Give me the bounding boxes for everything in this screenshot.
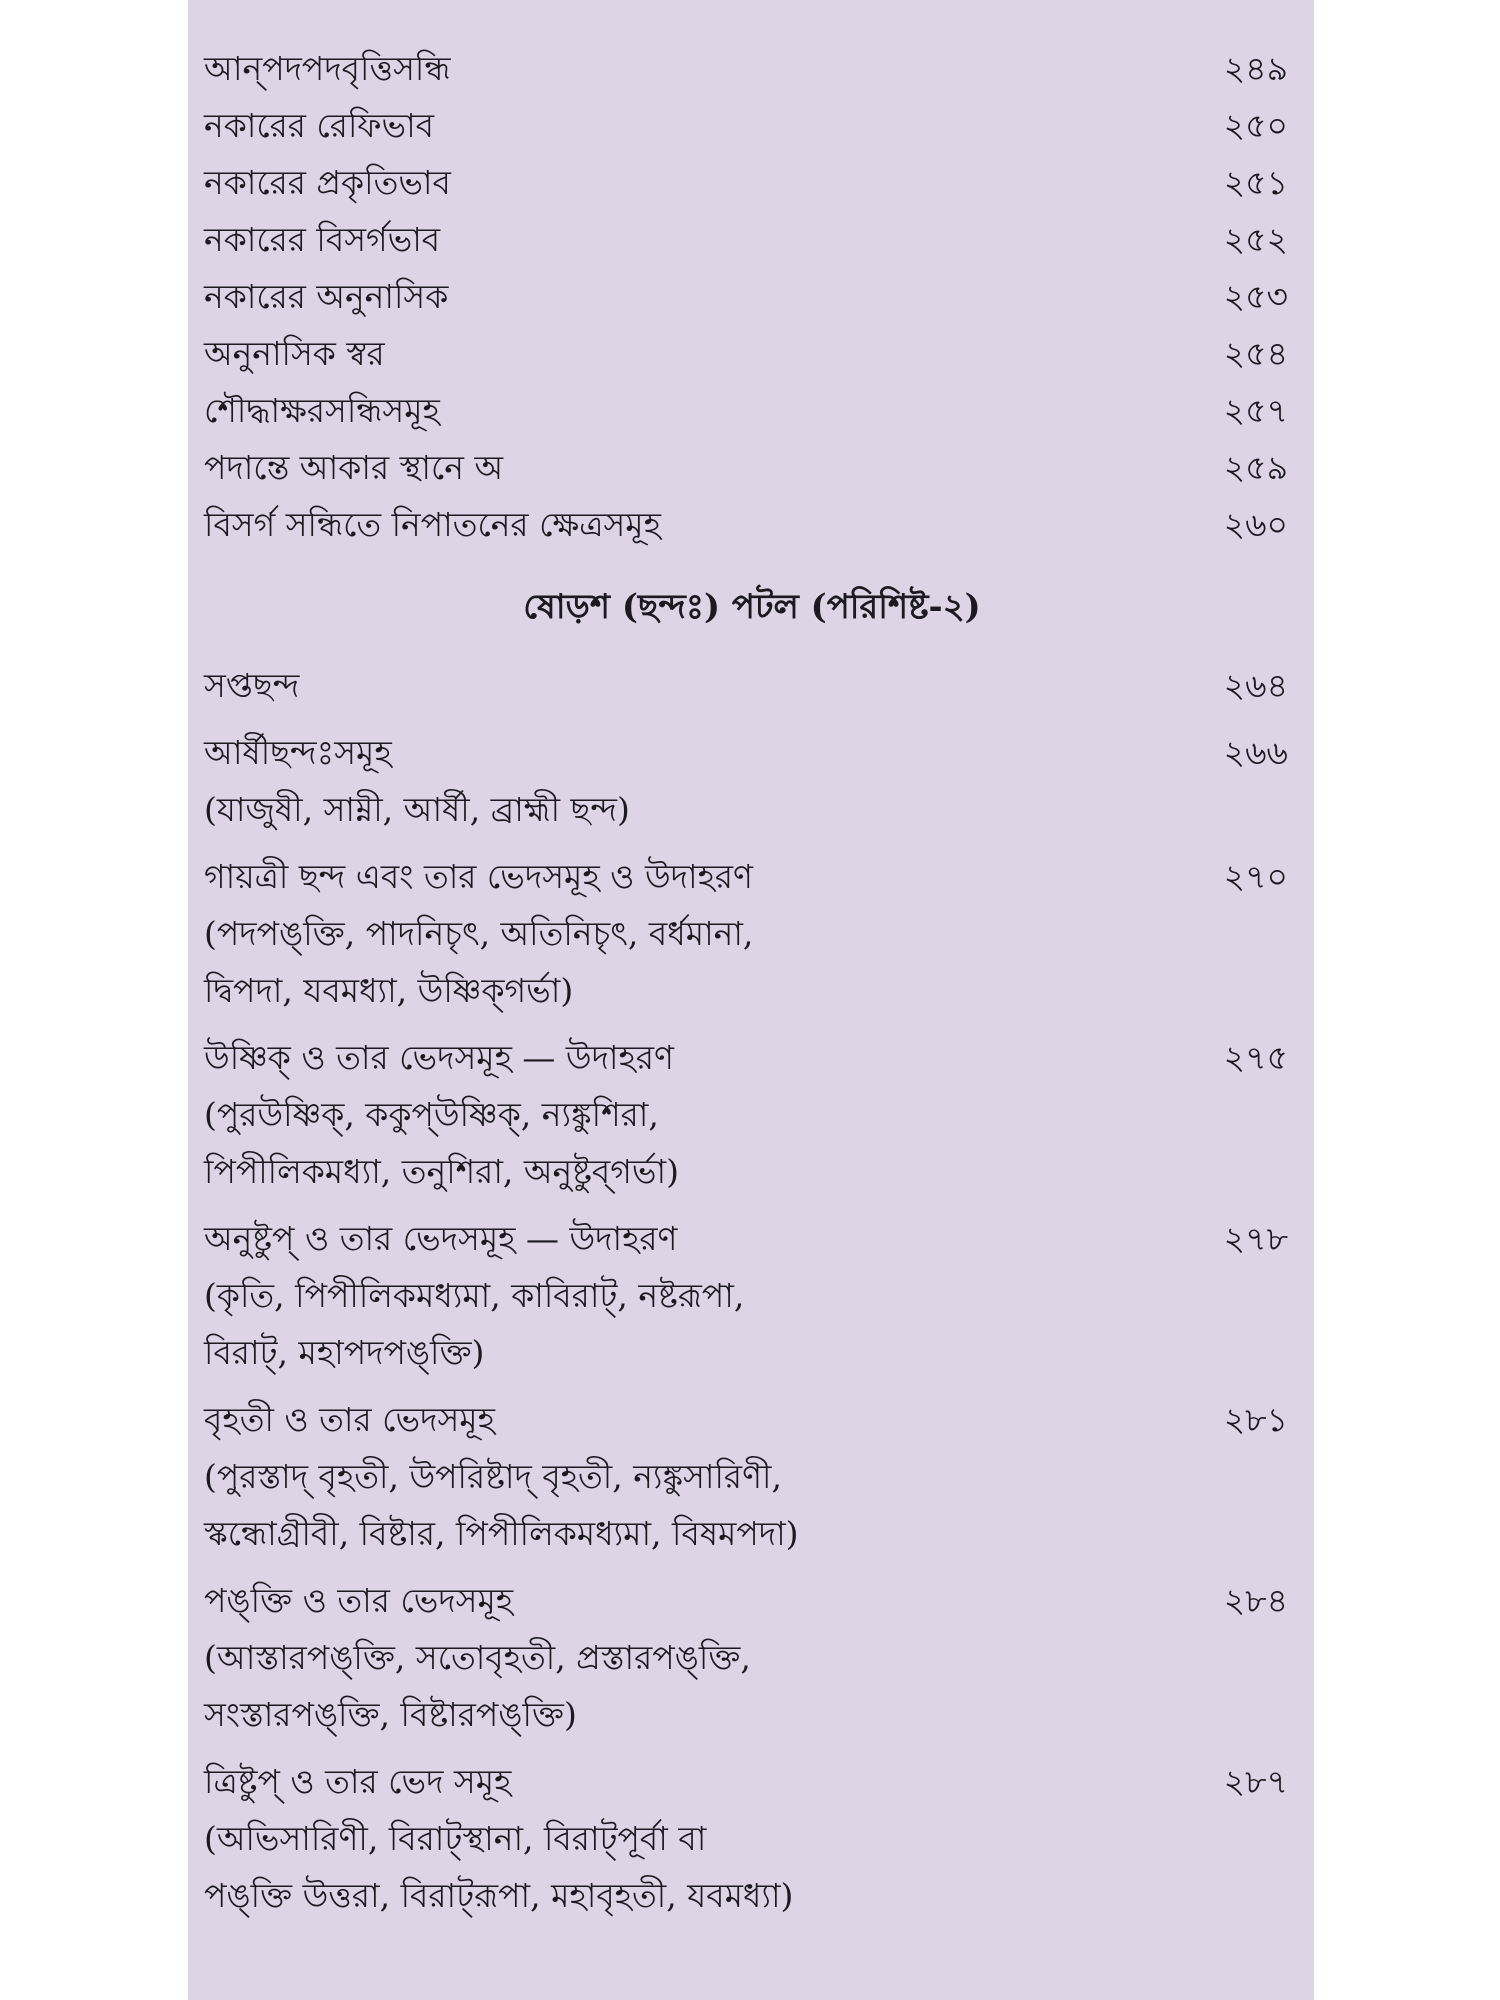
toc-entry-title: আন্‌পদপদবৃত্তিসন্ধি [204,49,451,88]
toc-entry-row [204,1210,1300,1267]
toc-entry-row [204,97,1300,154]
toc-entry-page-number: ২৮১ [1223,1400,1288,1439]
toc-entry-title: নকারের অনুনাসিক [204,277,449,316]
toc-entry-row [204,1029,1300,1086]
section-heading: ষোড়শ (ছন্দঃ) পটল (পরিশিষ্ট-২) [523,587,981,627]
toc-entry-subtopics: পিপীলিকমধ্যা, তনুশিরা, অনুষ্টুব্‌গর্ভা) [204,1152,679,1191]
toc-entry-page-number: ২৬০ [1223,505,1288,544]
toc-part2 [204,657,1300,1924]
toc-part1 [204,40,1300,553]
toc-entry-row [204,154,1300,211]
toc-entry [204,1210,1300,1381]
toc-entry-page-number: ২৬৬ [1223,733,1288,772]
toc-entry-subtopics: সংস্তারপঙ্‌ক্তি, বিষ্টারপঙ্‌ক্তি) [204,1695,577,1734]
toc-entry [204,1572,1300,1743]
toc-entry-title: অনুনাসিক স্বর [204,334,385,373]
toc-entry-title: গায়ত্রী ছন্দ এবং তার ভেদসমূহ ও উদাহরণ [204,857,754,896]
toc-entry-subtopics: পঙ্‌ক্তি উত্তরা, বিরাট্‌রূপা, মহাবৃহতী, যবমধ্যা) [204,1876,794,1915]
toc-entry-title: অনুষ্টুপ্‌ ও তার ভেদসমূহ — উদাহরণ [204,1219,678,1258]
toc-entry-row [204,268,1300,325]
toc-entry-title: নকারের প্রকৃতিভাব [204,163,451,202]
toc-entry-subtopics: (পদপঙ্‌ক্তি, পাদনিচৃৎ, অতিনিচৃৎ, বর্ধমানা, [204,914,754,953]
toc-entry-title: নকারের রেফিভাব [204,106,435,145]
toc-entry-subtopics: বিরাট্‌, মহাপদপঙ্‌ক্তি) [204,1333,485,1372]
toc-entry-page-number: ২৫৯ [1223,448,1288,487]
toc-entry-subtopics: (কৃতি, পিপীলিকমধ্যমা, কাবিরাট্‌, নষ্টরূপা, [204,1276,745,1315]
toc-entry-title: বিসর্গ সন্ধিতে নিপাতনের ক্ষেত্রসমূহ [204,505,661,544]
toc-entry [204,1391,1300,1562]
toc-entry-title: আর্ষীছন্দঃসমূহ [204,733,392,772]
toc-entry-title: ত্রিষ্টুপ্‌ ও তার ভেদ সমূহ [204,1762,512,1801]
toc-entry-page-number: ২৫৩ [1223,277,1288,316]
toc-entry-row [204,724,1300,781]
toc-entry-title: সপ্তছন্দ [204,666,300,705]
toc-entry-subtopics: (পুরস্তাদ্‌ বৃহতী, উপরিষ্টাদ্‌ বৃহতী, ন্যঙ্কুসারিণী, [204,1457,782,1496]
toc-entry-page-number: ২৭৮ [1223,1219,1288,1258]
toc-entry-title: পঙ্‌ক্তি ও তার ভেদসমূহ [204,1581,514,1620]
table-of-contents [204,40,1300,1934]
toc-entry-row [204,1391,1300,1448]
toc-entry-subtopics: (পুরউষ্ণিক্‌, ককুপ্‌উষ্ণিক্‌, ন্যঙ্কুশিরা, [204,1095,659,1134]
toc-entry-row [204,657,1300,714]
toc-entry-page-number: ২৭০ [1223,857,1288,896]
toc-entry-title: উষ্ণিক্‌ ও তার ভেদসমূহ — উদাহরণ [204,1038,674,1077]
toc-entry-row [204,40,1300,97]
toc-entry-subtopics: দ্বিপদা, যবমধ্যা, উষ্ণিক্‌গর্ভা) [204,971,574,1010]
toc-entry-page-number: ২৪৯ [1223,49,1288,88]
toc-entry-subtopics: (আস্তারপঙ্‌ক্তি, সতোবৃহতী, প্রস্তারপঙ্‌ক্তি, [204,1638,751,1677]
toc-entry-row [204,848,1300,905]
toc-entry [204,848,1300,1019]
toc-entry-title: পদান্তে আকার স্থানে অ [204,448,504,487]
toc-entry-page-number: ২৬৪ [1223,666,1288,705]
toc-entry-page-number: ২৭৫ [1223,1038,1288,1077]
toc-entry-title: বৃহতী ও তার ভেদসমূহ [204,1400,495,1439]
toc-entry-page-number: ২৮৭ [1223,1762,1288,1801]
toc-entry-page-number: ২৫১ [1223,163,1288,202]
toc-entry-subtopics: (যাজুষী, সাম্নী, আর্ষী, ব্রাহ্মী ছন্দ) [204,790,630,829]
toc-entry-row [204,1572,1300,1629]
toc-entry-title: শৌদ্ধাক্ষরসন্ধিসমূহ [204,391,440,430]
toc-entry-row [204,325,1300,382]
toc-entry-row [204,1753,1300,1810]
toc-entry-page-number: ২৫৭ [1223,391,1288,430]
toc-entry-page-number: ২৫০ [1223,106,1288,145]
toc-entry-row [204,211,1300,268]
toc-entry-page-number: ২৫৪ [1223,334,1288,373]
toc-entry-row [204,382,1300,439]
toc-entry-page-number: ২৮৪ [1223,1581,1288,1620]
toc-entry-row [204,496,1300,553]
toc-entry-subtopics: (অভিসারিণী, বিরাট্‌স্থানা, বিরাট্‌পূর্বা বা [204,1819,707,1858]
toc-entry-title: নকারের বিসর্গভাব [204,220,441,259]
toc-entry-row [204,439,1300,496]
toc-entry [204,1029,1300,1200]
toc-entry [204,1753,1300,1924]
document-page [188,0,1314,2000]
toc-entry-subtopics: স্কন্ধোগ্রীবী, বিষ্টার, পিপীলিকমধ্যমা, বিষমপদা) [204,1514,799,1553]
toc-entry [204,724,1300,838]
toc-entry [204,657,1300,714]
toc-entry-page-number: ২৫২ [1223,220,1288,259]
